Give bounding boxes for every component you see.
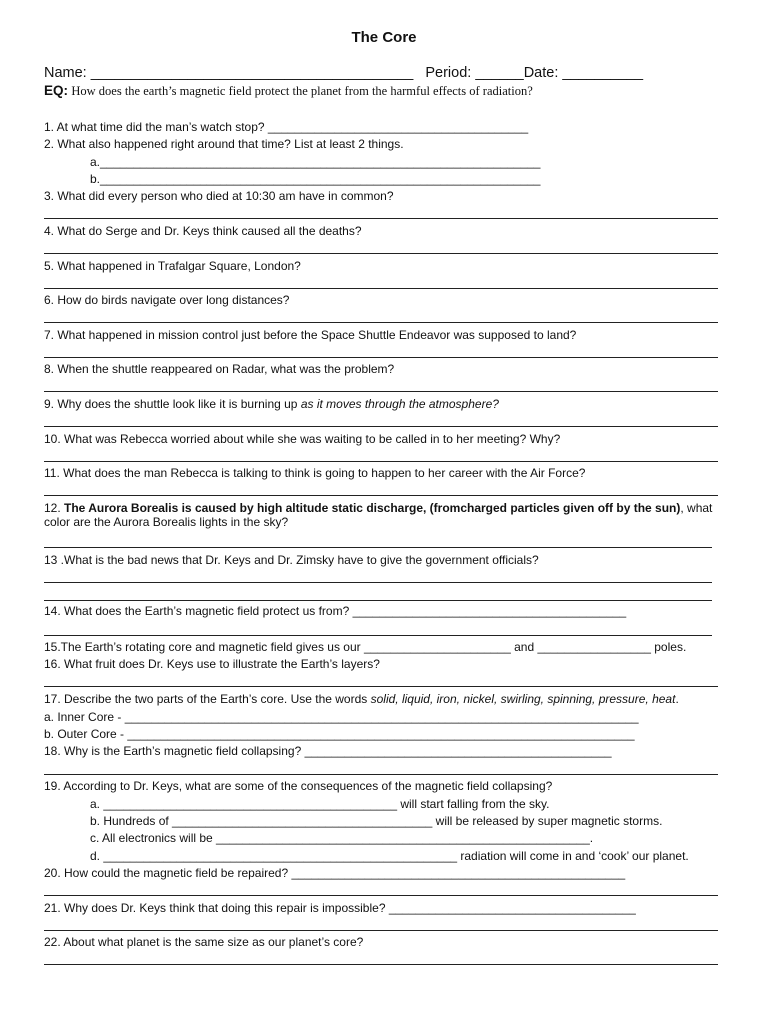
question-17-italic: solid, liquid, iron, nickel, swirling, spinning, pressure, heat bbox=[370, 692, 676, 706]
question-13: 13 .What is the bad news that Dr. Keys and Dr. Zimsky have to give the government officials? bbox=[44, 553, 539, 567]
question-12-bold: The Aurora Borealis is caused by high altitude static discharge, (fromcharged particles given off by the sun) bbox=[64, 501, 681, 515]
question-17b[interactable]: b. Outer Core - ____________________________________________________________________________ bbox=[44, 727, 635, 741]
question-3: 3. What did every person who died at 10:30 am have in common? bbox=[44, 189, 394, 203]
answer-line-6[interactable] bbox=[44, 322, 718, 323]
question-19c[interactable]: c. All electronics will be ________________________________________________________. bbox=[90, 831, 594, 845]
question-2b[interactable]: b.__________________________________________________________________ bbox=[90, 172, 541, 186]
question-6: 6. How do birds navigate over long distances? bbox=[44, 293, 290, 307]
answer-line-21[interactable] bbox=[44, 930, 718, 931]
answer-line-7[interactable] bbox=[44, 357, 718, 358]
question-17a[interactable]: a. Inner Core - _____________________________________________________________________________ bbox=[44, 710, 639, 724]
answer-line-10[interactable] bbox=[44, 461, 718, 462]
question-16: 16. What fruit does Dr. Keys use to illustrate the Earth’s layers? bbox=[44, 657, 380, 671]
question-8: 8. When the shuttle reappeared on Radar, what was the problem? bbox=[44, 362, 395, 376]
question-19a[interactable]: a. ____________________________________________ will start falling from the sky. bbox=[90, 797, 550, 811]
question-14[interactable]: 14. What does the Earth’s magnetic field protect us from? _________________________________________ bbox=[44, 604, 627, 618]
question-19d[interactable]: d. _____________________________________________________ radiation will come in and ‘cook’ our planet. bbox=[90, 849, 689, 863]
question-19b[interactable]: b. Hundreds of _______________________________________ will be released by super magnetic storms. bbox=[90, 814, 663, 828]
question-1[interactable]: 1. At what time did the man’s watch stop? _______________________________________ bbox=[44, 120, 529, 134]
question-11: 11. What does the man Rebecca is talking to think is going to happen to her career with the Air Force? bbox=[44, 466, 586, 480]
question-17-end: . bbox=[675, 692, 679, 706]
question-12-end: , what color are the Aurora Borealis lights in the sky? bbox=[44, 501, 713, 529]
period-date-field[interactable]: Period: ______Date: __________ bbox=[425, 65, 644, 81]
question-7: 7. What happened in mission control just before the Space Shuttle Endeavor was supposed to land? bbox=[44, 328, 577, 342]
question-18[interactable]: 18. Why is the Earth’s magnetic field collapsing? ______________________________________________ bbox=[44, 744, 612, 758]
question-12-number: 12. bbox=[44, 501, 65, 515]
name-period-date-row bbox=[44, 65, 734, 81]
question-2a[interactable]: a.__________________________________________________________________ bbox=[90, 155, 541, 169]
question-12 bbox=[44, 501, 720, 529]
question-20[interactable]: 20. How could the magnetic field be repaired? __________________________________________________ bbox=[44, 866, 626, 880]
answer-line-11[interactable] bbox=[44, 495, 718, 496]
answer-line-5[interactable] bbox=[44, 288, 718, 289]
question-17 bbox=[44, 692, 724, 706]
question-9 bbox=[44, 397, 724, 411]
eq-label: EQ: bbox=[44, 83, 69, 98]
question-2: 2. What also happened right around that time? List at least 2 things. bbox=[44, 137, 404, 151]
answer-line-9[interactable] bbox=[44, 426, 718, 427]
question-17-text: 17. Describe the two parts of the Earth’s core. Use the words bbox=[44, 692, 371, 706]
eq-text: How does the earth’s magnetic field protect the planet from the harmful effects of radiation? bbox=[71, 84, 533, 98]
answer-line-8[interactable] bbox=[44, 391, 718, 392]
answer-line-20[interactable] bbox=[44, 895, 718, 896]
answer-line-12[interactable] bbox=[44, 547, 712, 548]
question-9-text: 9. Why does the shuttle look like it is burning up bbox=[44, 397, 301, 411]
page-title: The Core bbox=[351, 29, 417, 46]
question-21[interactable]: 21. Why does Dr. Keys think that doing this repair is impossible? _____________________________________ bbox=[44, 901, 636, 915]
answer-line-22[interactable] bbox=[44, 964, 718, 965]
question-10: 10. What was Rebecca worried about while she was waiting to be called in to her meeting? Why? bbox=[44, 432, 561, 446]
essential-question bbox=[44, 83, 744, 99]
answer-line-18[interactable] bbox=[44, 774, 718, 775]
answer-line-13b[interactable] bbox=[44, 600, 712, 601]
question-15[interactable]: 15.The Earth’s rotating core and magnetic field gives us our ______________________ and _________________ poles. bbox=[44, 640, 687, 654]
question-22: 22. About what planet is the same size as our planet’s core? bbox=[44, 935, 364, 949]
answer-line-14[interactable] bbox=[44, 635, 712, 636]
answer-line-13a[interactable] bbox=[44, 582, 712, 583]
question-4: 4. What do Serge and Dr. Keys think caused all the deaths? bbox=[44, 224, 362, 238]
question-19: 19. According to Dr. Keys, what are some of the consequences of the magnetic field collapsing? bbox=[44, 779, 553, 793]
question-9-italic: as it moves through the atmosphere? bbox=[300, 397, 499, 411]
answer-line-16[interactable] bbox=[44, 686, 718, 687]
answer-line-4[interactable] bbox=[44, 253, 718, 254]
answer-line-3[interactable] bbox=[44, 218, 718, 219]
name-field[interactable]: Name: ________________________________________ bbox=[44, 65, 414, 81]
question-5: 5. What happened in Trafalgar Square, London? bbox=[44, 259, 301, 273]
